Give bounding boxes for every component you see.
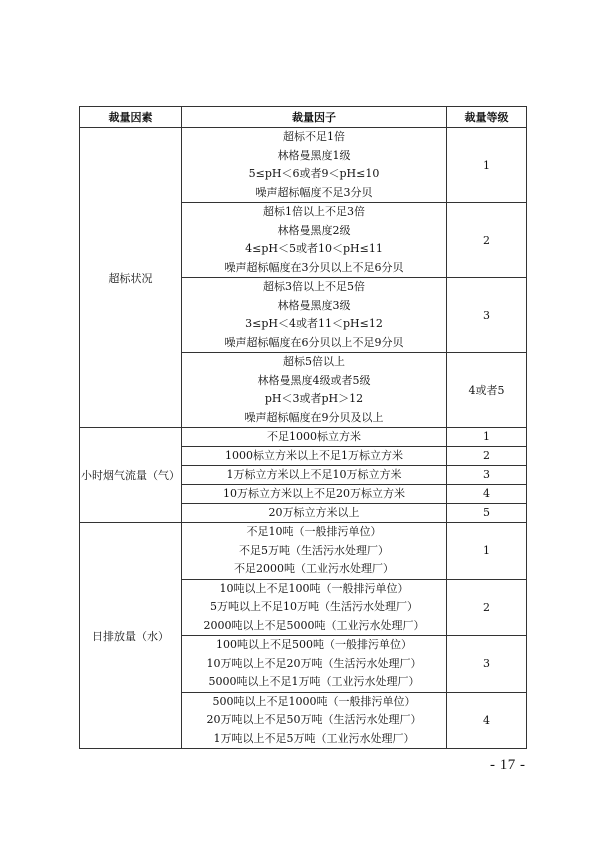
criteria-cell: 10万标立方米以上不足20万标立方米 <box>182 485 447 504</box>
criteria-line: 1万吨以上不足5万吨（工业污水处理厂） <box>213 731 415 745</box>
header-criteria: 裁量因子 <box>182 107 447 128</box>
criteria-line: 5万吨以上不足10万吨（生活污水处理厂） <box>210 600 418 613</box>
discretion-table <box>79 106 527 749</box>
grade-cell: 3 <box>447 278 527 353</box>
header-factor: 裁量因素 <box>80 107 182 128</box>
header-grade: 裁量等级 <box>447 107 527 128</box>
grade-cell: 4 <box>447 485 527 504</box>
criteria-line: 超标不足1倍 <box>283 130 345 143</box>
criteria-line: 噪声超标幅度不足3分贝 <box>255 185 373 199</box>
criteria-line: pH＜3或者pH＞12 <box>264 392 364 405</box>
header-row <box>80 107 527 128</box>
grade-cell: 1 <box>447 523 527 580</box>
criteria-line: 不足2000吨（工业污水处理厂） <box>234 562 394 575</box>
criteria-cell <box>182 203 447 278</box>
grade-cell: 2 <box>447 579 527 636</box>
grade-cell: 2 <box>447 447 527 466</box>
criteria-line: 500吨以上不足1000吨（一般排污单位） <box>212 694 416 708</box>
criteria-line: 3≤pH＜4或者11＜pH≤12 <box>245 317 383 330</box>
criteria-line: 2000吨以上不足5000吨（工业污水处理厂） <box>203 618 425 632</box>
criteria-cell <box>182 353 447 428</box>
grade-cell: 3 <box>447 636 527 693</box>
grade-cell: 3 <box>447 466 527 485</box>
criteria-line: 不足10吨（一般排污单位） <box>246 525 382 538</box>
table-row <box>80 128 527 203</box>
criteria-cell <box>182 692 447 749</box>
page-number: - 17 - <box>490 757 526 773</box>
criteria-line: 超标1倍以上不足3倍 <box>263 205 365 218</box>
criteria-line: 10万吨以上不足20万吨（生活污水处理厂） <box>206 656 422 670</box>
criteria-cell <box>182 579 447 636</box>
criteria-line: 超标3倍以上不足5倍 <box>263 280 365 293</box>
criteria-cell <box>182 278 447 353</box>
criteria-line: 20万吨以上不足50万吨（生活污水处理厂） <box>206 713 422 726</box>
criteria-cell <box>182 128 447 203</box>
grade-cell: 1 <box>447 128 527 203</box>
criteria-cell: 20万标立方米以上 <box>182 504 447 523</box>
grade-cell: 4 <box>447 692 527 749</box>
grade-cell: 4或者5 <box>447 353 527 428</box>
criteria-line: 4≤pH＜5或者10＜pH≤11 <box>245 242 383 255</box>
criteria-line: 噪声超标幅度在3分贝以上不足6分贝 <box>224 260 404 274</box>
criteria-cell <box>182 523 447 580</box>
criteria-line: 5000吨以上不足1万吨（工业污水处理厂） <box>208 675 420 688</box>
criteria-line: 林格曼黑度2级 <box>277 223 351 237</box>
criteria-line: 10吨以上不足100吨（一般排污单位） <box>219 581 409 595</box>
criteria-cell: 1000标立方米以上不足1万标立方米 <box>182 447 447 466</box>
criteria-line: 超标5倍以上 <box>283 355 345 368</box>
factor-cell: 超标状况 <box>80 128 182 428</box>
criteria-cell: 不足1000标立方米 <box>182 428 447 447</box>
criteria-line: 林格曼黑度1级 <box>277 148 351 162</box>
table-row <box>80 523 527 580</box>
factor-cell: 小时烟气流量（气） <box>80 428 182 523</box>
criteria-line: 5≤pH＜6或者9＜pH≤10 <box>248 167 380 180</box>
grade-cell: 1 <box>447 428 527 447</box>
criteria-line: 噪声超标幅度在9分贝及以上 <box>244 410 384 424</box>
grade-cell: 5 <box>447 504 527 523</box>
criteria-cell: 1万标立方米以上不足10万标立方米 <box>182 466 447 485</box>
factor-cell: 日排放量（水） <box>80 523 182 749</box>
criteria-line: 林格曼黑度4级或者5级 <box>257 373 371 387</box>
criteria-line: 不足5万吨（生活污水处理厂） <box>239 543 389 557</box>
criteria-cell <box>182 636 447 693</box>
criteria-line: 林格曼黑度3级 <box>277 298 351 312</box>
criteria-line: 噪声超标幅度在6分贝以上不足9分贝 <box>224 335 404 349</box>
criteria-line: 100吨以上不足500吨（一般排污单位） <box>216 638 412 651</box>
grade-cell: 2 <box>447 203 527 278</box>
table-row <box>80 428 527 447</box>
